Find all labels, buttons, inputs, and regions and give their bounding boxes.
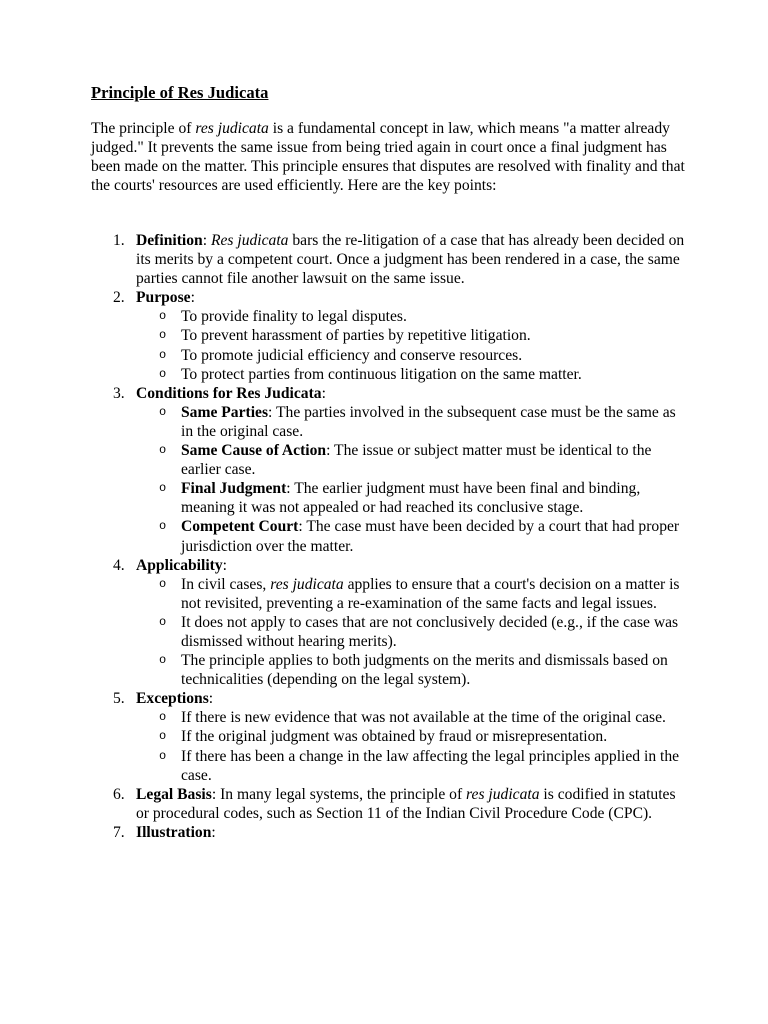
- document-title: Principle of Res Judicata: [91, 83, 269, 102]
- list-item-legal-basis: [91, 785, 691, 823]
- bullet-icon: o: [159, 443, 167, 458]
- sub-item-text: : The issue or subject matter must be identical to the earlier case.: [181, 442, 652, 479]
- list-number: 3.: [113, 384, 125, 402]
- item-colon: :: [190, 289, 195, 307]
- sub-list-item: [136, 326, 691, 345]
- bullet-icon: o: [159, 729, 167, 744]
- sub-item-text: : The earlier judgment must have been final and binding, meaning it was not appealed or had reached its conclusive stage.: [181, 480, 641, 517]
- bullet-icon: o: [159, 614, 167, 629]
- sub-item-label: Same Parties: [181, 403, 269, 421]
- list-number: 7.: [113, 823, 125, 841]
- item-colon: :: [202, 232, 211, 249]
- sub-list-item: [136, 403, 691, 441]
- sub-item-label: Final Judgment: [181, 480, 287, 498]
- item-colon: :: [321, 384, 326, 402]
- bullet-icon: o: [159, 653, 167, 668]
- sub-list-item: [136, 365, 691, 384]
- sub-item-emphasis: res judicata: [270, 575, 344, 593]
- sub-list-item: [136, 517, 691, 555]
- item-emphasis: Res judicata: [210, 232, 289, 249]
- bullet-icon: o: [159, 347, 167, 362]
- bullet-icon: o: [159, 366, 167, 381]
- sub-item-text: To prevent harassment of parties by repetitive litigation.: [181, 327, 531, 345]
- item-label: Purpose: [136, 289, 191, 307]
- list-item-conditions: [91, 384, 691, 556]
- sub-item-text: The principle applies to both judgments on the merits and dismissals based on technicalities (depending on the legal system).: [181, 652, 668, 689]
- item-label: Applicability: [136, 556, 223, 574]
- list-number: 4.: [113, 556, 125, 574]
- item-label: Legal Basis: [136, 785, 212, 803]
- item-label: Definition: [136, 232, 203, 249]
- bullet-icon: o: [159, 710, 167, 725]
- intro-text-pre: The principle of: [91, 120, 196, 137]
- item-text: bars the re-litigation of a case that has already been decided on its merits by a competent court. Once a judgment has been rendered in a case, the same parties cannot file another lawsuit on the same issue.: [136, 232, 685, 288]
- sub-item-text: If the original judgment was obtained by fraud or misrepresentation.: [181, 728, 608, 746]
- sub-list-item: [136, 575, 691, 613]
- bullet-icon: o: [159, 576, 167, 591]
- sub-item-text: If there is new evidence that was not available at the time of the original case.: [181, 709, 666, 727]
- sub-item-pre: In civil cases,: [181, 575, 271, 593]
- item-text: In many legal systems, the principle of: [220, 785, 467, 803]
- list-item-exceptions: [91, 689, 691, 784]
- sub-item-text: applies to ensure that a court's decision on a matter is not revisited, preventing a re-examination of the same facts and legal issues.: [181, 575, 680, 612]
- sub-list: [136, 403, 691, 556]
- sub-list-item: [136, 747, 691, 785]
- sub-item-text: : The parties involved in the subsequent case must be the same as in the original case.: [181, 403, 676, 440]
- intro-emphasis: res judicata: [195, 120, 269, 137]
- item-label: Exceptions: [136, 690, 209, 708]
- sub-list-item: [136, 727, 691, 746]
- sub-list: [136, 575, 691, 690]
- item-colon: :: [222, 556, 227, 574]
- bullet-icon: o: [159, 481, 167, 496]
- list-number: 6.: [113, 785, 125, 803]
- list-number: 2.: [113, 289, 125, 307]
- item-text-2: is codified in statutes or procedural codes, such as Section 11 of the Indian Civil Procedure Code (CPC).: [136, 785, 676, 822]
- intro-paragraph: [91, 119, 691, 195]
- sub-item-label: Same Cause of Action: [181, 442, 327, 460]
- item-colon: :: [211, 823, 216, 841]
- intro-text-post: is a fundamental concept in law, which means "a matter already judged." It prevents the same issue from being tried again in court once a final judgment has been made on the matter. This principle ensures that disputes are resolved with finality and that the courts' resources are used efficiently. Here are the key points:: [91, 120, 685, 195]
- sub-item-text: : The case must have been decided by a court that had proper jurisdiction over the matter.: [181, 518, 680, 555]
- sub-list-item: [136, 613, 691, 651]
- sub-list-item: [136, 479, 691, 517]
- bullet-icon: o: [159, 748, 167, 763]
- sub-item-text: It does not apply to cases that are not conclusively decided (e.g., if the case was dismissed without hearing merits).: [181, 613, 679, 650]
- bullet-icon: o: [159, 328, 167, 343]
- item-label: Illustration: [136, 823, 212, 841]
- sub-item-text: To promote judicial efficiency and conserve resources.: [181, 346, 523, 364]
- list-item-illustration: [91, 823, 691, 842]
- sub-item-text: To provide finality to legal disputes.: [181, 308, 407, 326]
- sub-list-item: [136, 307, 691, 326]
- sub-item-text: If there has been a change in the law affecting the legal principles applied in the case.: [181, 747, 680, 784]
- sub-list-item: [136, 708, 691, 727]
- item-colon: :: [208, 690, 214, 708]
- sub-list-item: [136, 651, 691, 689]
- sub-list-item: [136, 441, 691, 479]
- bullet-icon: o: [159, 309, 167, 324]
- bullet-icon: o: [159, 404, 167, 419]
- sub-item-text: To protect parties from continuous litigation on the same matter.: [181, 365, 582, 383]
- list-item-definition: [91, 231, 691, 288]
- sub-list: [136, 307, 691, 383]
- sub-list: [136, 708, 691, 784]
- item-emphasis: res judicata: [466, 785, 540, 803]
- list-item-purpose: [91, 288, 691, 383]
- list-number: 1.: [113, 232, 125, 249]
- item-colon: :: [211, 785, 221, 803]
- sub-item-label: Competent Court: [181, 518, 299, 536]
- list-item-applicability: [91, 556, 691, 690]
- list-number: 5.: [113, 690, 125, 708]
- key-points-list: [91, 231, 691, 842]
- sub-list-item: [136, 346, 691, 365]
- bullet-icon: o: [159, 519, 167, 534]
- item-label: Conditions for Res Judicata: [136, 384, 322, 402]
